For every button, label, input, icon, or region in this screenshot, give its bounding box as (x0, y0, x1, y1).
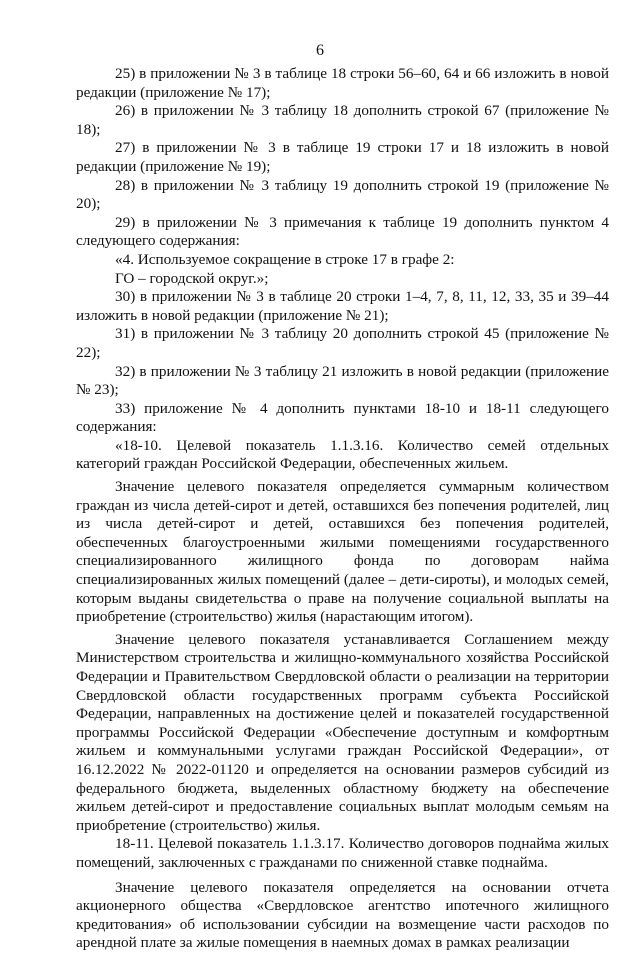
section-18-10-heading: «18-10. Целевой показатель 1.1.3.16. Количество семей отдельных категорий граждан Российской Федерации, обеспеченных жильем. (76, 436, 609, 473)
page-number: 6 (316, 42, 324, 59)
list-item-31: 31) в приложении № 3 таблицу 20 дополнить строкой 45 (приложение № 22); (76, 325, 609, 361)
list-item-30: 30) в приложении № 3 в таблице 20 строки 1–4, 7, 8, 11, 12, 33, 35 и 39–44 изложить в новой редакции (приложение № 21); (76, 288, 609, 324)
section-18-11-paragraph-1: Значение целевого показателя определяется на основании отчета акционерного общества «Свердловское агентство ипотечного жилищного кредитования» об использовании субсидии на возмещение части расходов по арендной плате за жилые помещения в наемных домах в рамках реализации (76, 878, 609, 952)
quoted-note-line-2: ГО – городской округ.»; (115, 269, 269, 287)
document-body (76, 65, 609, 953)
list-item-32: 32) в приложении № 3 таблицу 21 изложить в новой редакции (приложение № 23); (76, 362, 609, 399)
list-item-28: 28) в приложении № 3 таблицу 19 дополнить строкой 19 (приложение № 20); (76, 176, 609, 213)
section-18-10-paragraph-1: Значение целевого показателя определяется суммарным количеством граждан из числа детей-сирот и детей, оставшихся без попечения родителей, лиц из числа детей-сирот и детей, оставшихся без попечения родителей, обеспеченных благоустроенными жилыми помещениями государственного специализированного жилищного фонда по договорам найма специализированных жилых помещений (далее – дети-сироты), и молодых семей, которым выданы свидетельства о праве на получение социальной выплаты на приобретение (строительство) жилья (нарастающим итогом). (76, 478, 609, 626)
quoted-note-line-1: «4. Используемое сокращение в строке 17 в графе 2: (115, 250, 455, 268)
section-18-11-heading: 18-11. Целевой показатель 1.1.3.17. Количество договоров поднайма жилых помещений, заключенных с гражданами по сниженной ставке поднайма. (76, 835, 609, 871)
section-18-10-paragraph-2: Значение целевого показателя устанавливается Соглашением между Министерством строительства и жилищно-коммунального хозяйства Российской Федерации и Правительством Свердловской области о реализации на территории Свердловской области государственных программ субъекта Российской Федерации, направленных на достижение целей и показателей государственной программы Российской Федерации «Обеспечение доступным и комфортным жильем и коммунальными услугами граждан Российской Федерации», от 16.12.2022 № 2022-01120 и определяется на основании размеров субсидий из федерального бюджета, выделенных областному бюджету на обеспечение жильем детей-сирот и предоставление социальных выплат молодым семьям на приобретение (строительство) жилья. (76, 630, 609, 834)
list-item-26: 26) в приложении № 3 таблицу 18 дополнить строкой 67 (приложение № 18); (76, 102, 609, 138)
list-item-33: 33) приложение № 4 дополнить пунктами 18-10 и 18-11 следующего содержания: (76, 399, 609, 436)
list-item-25: 25) в приложении № 3 в таблице 18 строки 56–60, 64 и 66 изложить в новой редакции (приложение № 17); (76, 65, 609, 101)
list-item-27: 27) в приложении № 3 в таблице 19 строки 17 и 18 изложить в новой редакции (приложение № 19); (76, 139, 609, 175)
list-item-29: 29) в приложении № 3 примечания к таблице 19 дополнить пунктом 4 следующего содержания: (76, 213, 609, 250)
